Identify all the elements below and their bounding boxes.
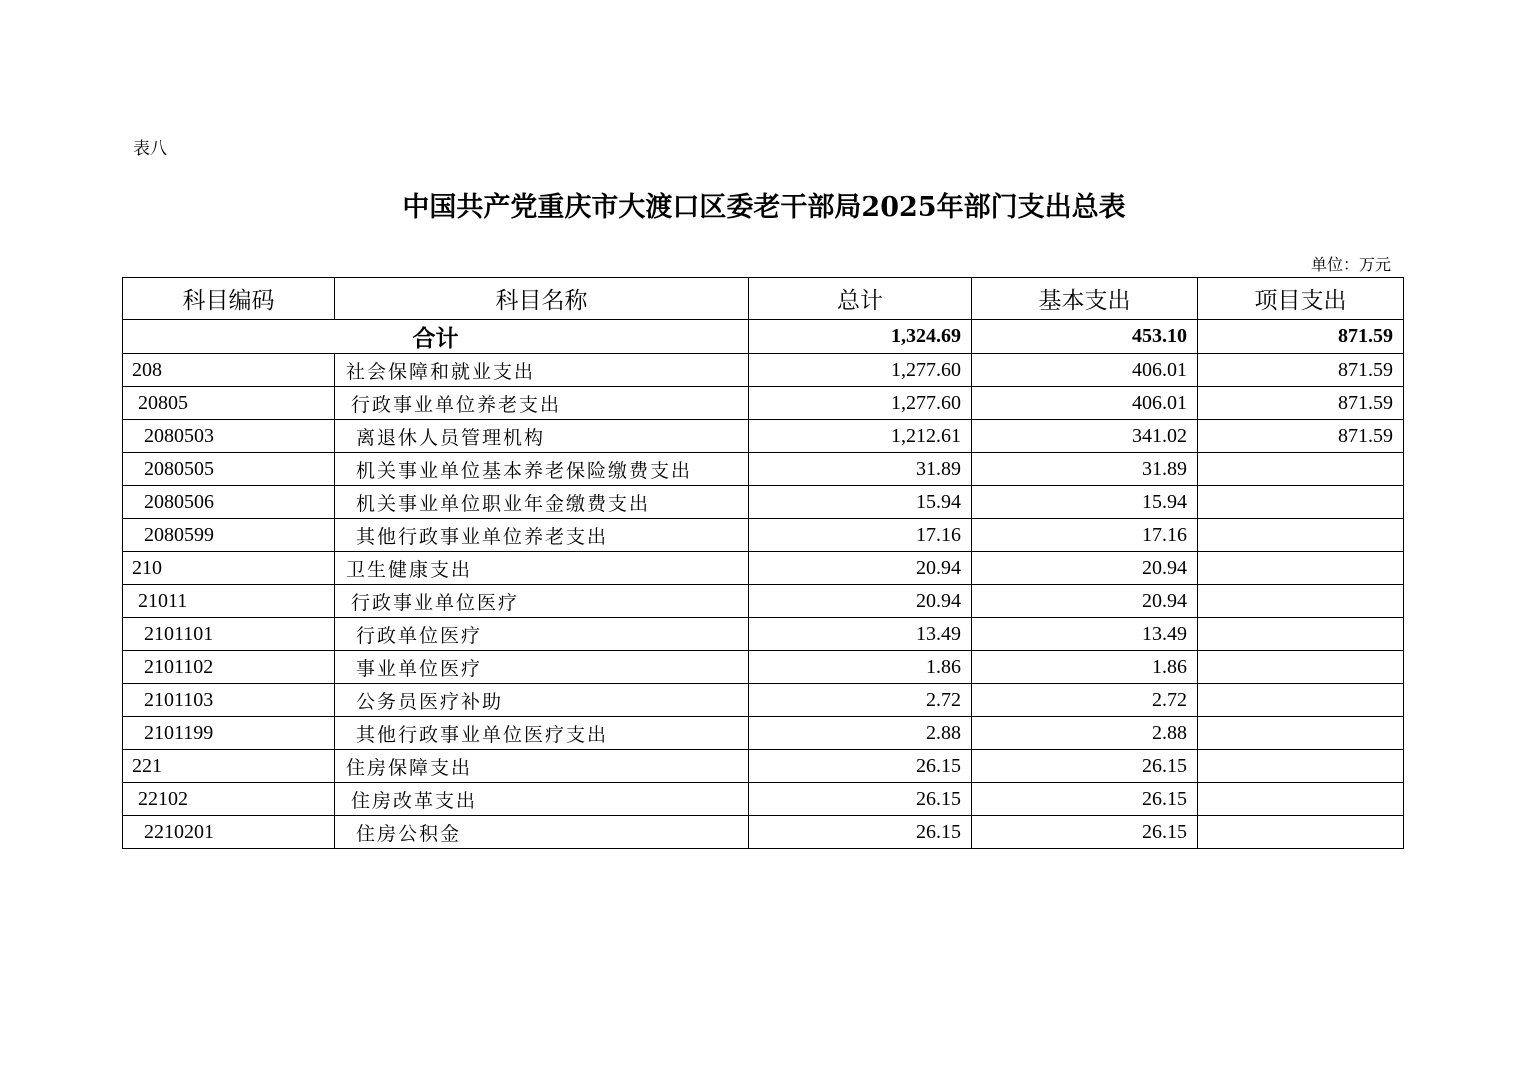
table-row [123,750,1404,783]
basic-cell: 20.94 [972,552,1198,585]
project-cell [1198,585,1404,618]
name-cell: 事业单位医疗 [335,651,749,684]
project-cell [1198,816,1404,849]
table-row [123,354,1404,387]
name-cell: 机关事业单位职业年金缴费支出 [335,486,749,519]
name-cell: 住房公积金 [335,816,749,849]
table-row [123,618,1404,651]
name-cell: 机关事业单位基本养老保险缴费支出 [335,453,749,486]
code-cell: 2080599 [123,519,335,552]
table-row [123,486,1404,519]
code-cell: 21011 [123,585,335,618]
table-row [123,783,1404,816]
total-cell: 13.49 [749,618,972,651]
basic-cell: 2.72 [972,684,1198,717]
table-row [123,387,1404,420]
code-cell: 221 [123,750,335,783]
total-cell: 2.72 [749,684,972,717]
project-cell [1198,783,1404,816]
basic-cell: 15.94 [972,486,1198,519]
basic-cell: 2.88 [972,717,1198,750]
name-cell: 其他行政事业单位养老支出 [335,519,749,552]
table-row [123,816,1404,849]
project-cell [1198,750,1404,783]
name-cell: 离退休人员管理机构 [335,420,749,453]
basic-cell: 1.86 [972,651,1198,684]
header-total: 总计 [749,278,972,320]
total-cell: 1,277.60 [749,354,972,387]
table-row [123,684,1404,717]
code-cell: 210 [123,552,335,585]
basic-cell: 406.01 [972,387,1198,420]
header-code: 科目编码 [123,278,335,320]
project-cell [1198,684,1404,717]
name-cell: 公务员医疗补助 [335,684,749,717]
basic-cell: 26.15 [972,750,1198,783]
total-cell: 17.16 [749,519,972,552]
project-cell [1198,717,1404,750]
project-cell [1198,651,1404,684]
name-cell: 卫生健康支出 [335,552,749,585]
project-cell [1198,552,1404,585]
total-cell: 20.94 [749,585,972,618]
project-cell [1198,519,1404,552]
total-basic-cell: 453.10 [972,320,1198,354]
total-cell: 1.86 [749,651,972,684]
basic-cell: 341.02 [972,420,1198,453]
table-row [123,717,1404,750]
table-row [123,453,1404,486]
code-cell: 2080505 [123,453,335,486]
table-row [123,519,1404,552]
code-cell: 208 [123,354,335,387]
total-cell: 26.15 [749,750,972,783]
basic-cell: 31.89 [972,453,1198,486]
name-cell: 社会保障和就业支出 [335,354,749,387]
code-cell: 2210201 [123,816,335,849]
name-cell: 住房改革支出 [335,783,749,816]
total-cell: 26.15 [749,783,972,816]
table-row [123,420,1404,453]
basic-cell: 26.15 [972,783,1198,816]
project-cell: 871.59 [1198,420,1404,453]
basic-cell: 406.01 [972,354,1198,387]
project-cell [1198,618,1404,651]
code-cell: 2101199 [123,717,335,750]
name-cell: 行政事业单位养老支出 [335,387,749,420]
project-cell [1198,486,1404,519]
name-cell: 行政事业单位医疗 [335,585,749,618]
code-cell: 20805 [123,387,335,420]
name-cell: 住房保障支出 [335,750,749,783]
code-cell: 2101103 [123,684,335,717]
header-project: 项目支出 [1198,278,1404,320]
table-row [123,585,1404,618]
basic-cell: 13.49 [972,618,1198,651]
code-cell: 2101102 [123,651,335,684]
header-name: 科目名称 [335,278,749,320]
code-cell: 2080503 [123,420,335,453]
basic-cell: 17.16 [972,519,1198,552]
total-total-cell: 1,324.69 [749,320,972,354]
total-cell: 31.89 [749,453,972,486]
table-header-row [123,278,1404,320]
basic-cell: 26.15 [972,816,1198,849]
total-project-cell: 871.59 [1198,320,1404,354]
header-basic: 基本支出 [972,278,1198,320]
code-cell: 22102 [123,783,335,816]
project-cell: 871.59 [1198,387,1404,420]
total-cell: 26.15 [749,816,972,849]
basic-cell: 20.94 [972,585,1198,618]
code-cell: 2101101 [123,618,335,651]
unit-label: 单位：万元 [1310,255,1391,274]
expense-table [122,277,1404,849]
table-row [123,552,1404,585]
document-title: 中国共产党重庆市大渡口区委老干部局2025年部门支出总表 [402,192,1126,223]
total-row [123,320,1404,354]
total-label: 合计 [123,320,749,354]
table-number-label: 表八 [133,139,167,159]
project-cell: 871.59 [1198,354,1404,387]
project-cell [1198,453,1404,486]
table-row [123,651,1404,684]
total-cell: 1,212.61 [749,420,972,453]
total-cell: 1,277.60 [749,387,972,420]
name-cell: 其他行政事业单位医疗支出 [335,717,749,750]
total-cell: 2.88 [749,717,972,750]
total-cell: 15.94 [749,486,972,519]
name-cell: 行政单位医疗 [335,618,749,651]
total-cell: 20.94 [749,552,972,585]
code-cell: 2080506 [123,486,335,519]
